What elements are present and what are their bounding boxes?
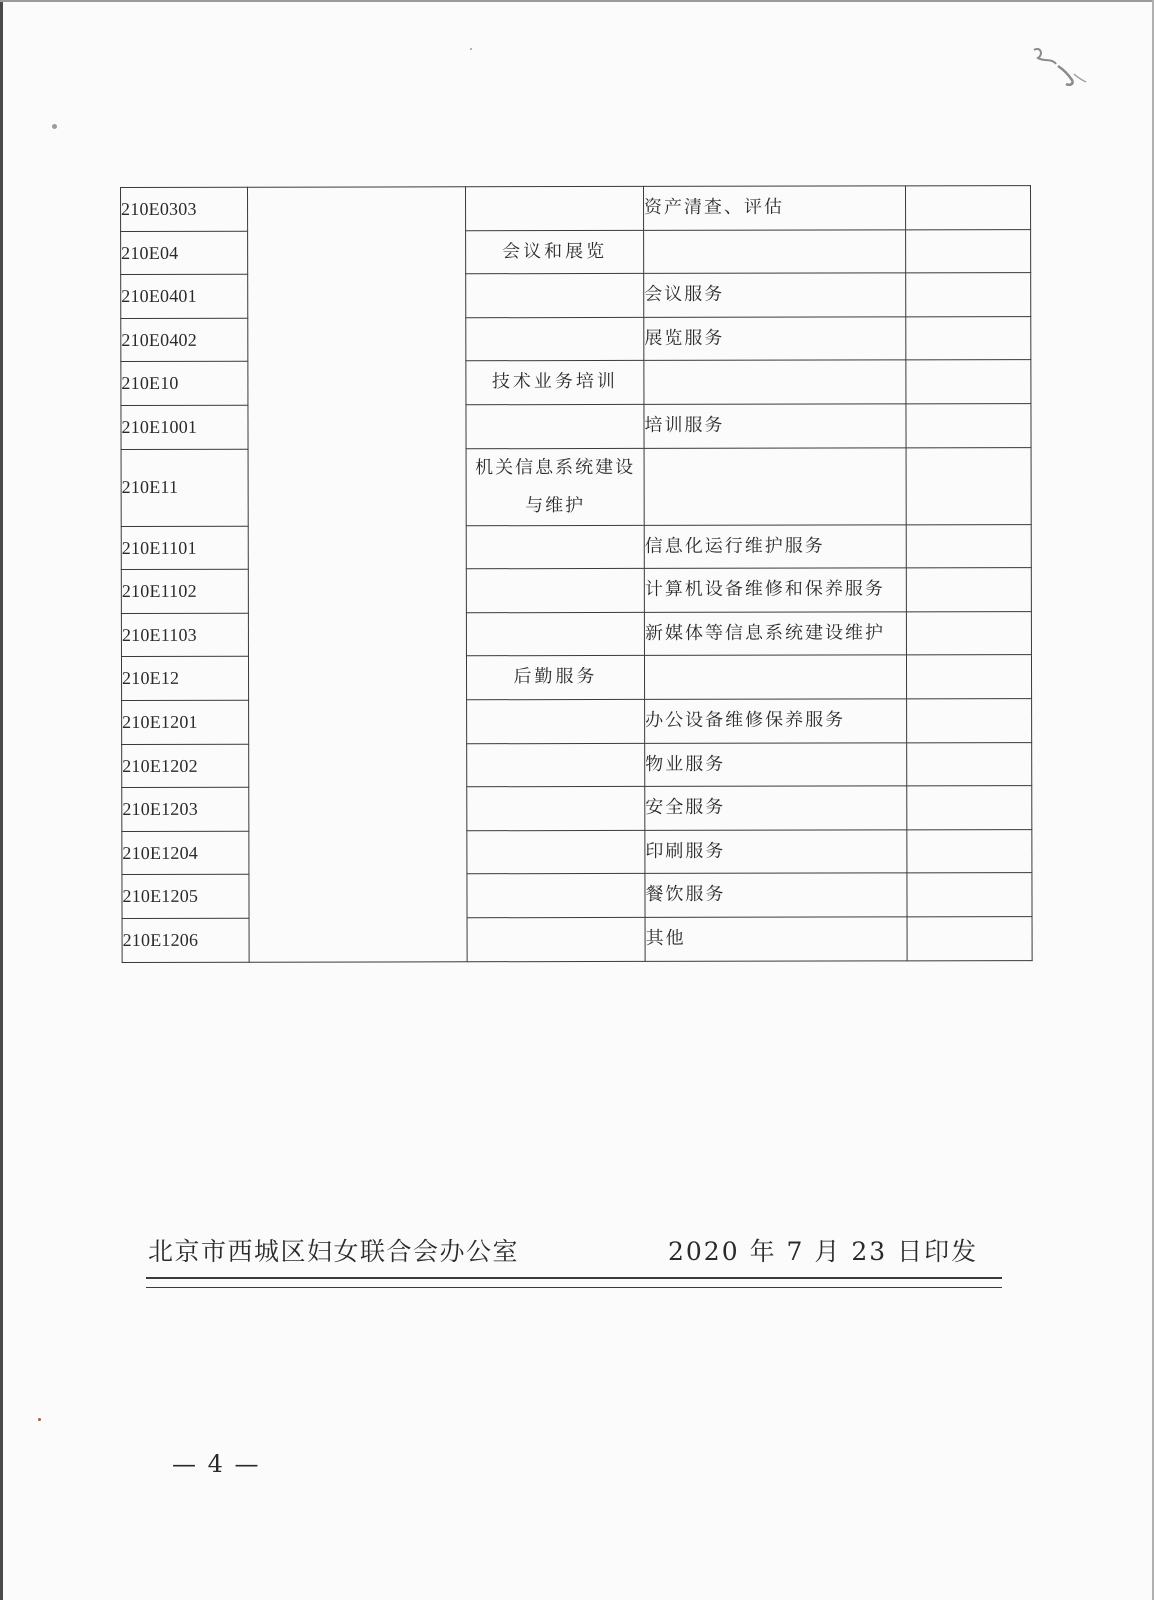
level3-cell: 新媒体等信息系统建设维护 — [644, 612, 906, 656]
level3-cell — [644, 360, 906, 404]
level2-cell — [467, 830, 645, 874]
scan-speck — [52, 124, 57, 129]
level2-cell — [466, 569, 644, 613]
scan-speck — [470, 48, 472, 50]
code-cell: 210E0303 — [121, 187, 248, 231]
code-cell: 210E1204 — [122, 831, 249, 875]
remarks-cell — [906, 360, 1031, 404]
issue-date: 2020 年 7 月 23 日印发 — [668, 1237, 979, 1266]
remarks-cell — [907, 786, 1032, 830]
code-cell: 210E1101 — [121, 526, 248, 570]
level2-cell — [466, 274, 644, 318]
level3-cell: 其他 — [645, 917, 907, 961]
remarks-cell — [906, 611, 1031, 655]
level1-merged-cell — [248, 187, 468, 962]
level2-cell: 机关信息系统建设与维护 — [466, 448, 644, 525]
level2-cell — [467, 743, 645, 787]
scan-edge-top — [0, 0, 1154, 2]
level2-cell — [467, 699, 645, 743]
page-number: — 4 — — [172, 1450, 261, 1478]
level2-cell — [466, 525, 644, 569]
level3-cell: 印刷服务 — [645, 830, 907, 874]
remarks-cell — [906, 655, 1031, 699]
footer-rule-thin — [146, 1287, 1002, 1288]
remarks-cell — [906, 229, 1031, 273]
level3-cell: 安全服务 — [645, 786, 907, 830]
remarks-cell — [906, 447, 1031, 524]
scan-edge-left — [0, 0, 3, 1600]
level3-cell — [644, 447, 906, 525]
remarks-cell — [906, 316, 1031, 360]
code-cell: 210E10 — [121, 362, 248, 406]
level2-cell — [466, 317, 644, 361]
code-cell: 210E1203 — [122, 787, 249, 831]
code-cell: 210E0401 — [121, 274, 248, 318]
level3-cell: 物业服务 — [645, 742, 907, 786]
classification-table-grid — [120, 185, 1033, 962]
level3-cell: 展览服务 — [644, 317, 906, 361]
code-cell: 210E11 — [121, 449, 248, 526]
table-row — [121, 186, 1031, 231]
remarks-cell — [905, 186, 1030, 230]
level2-cell — [467, 874, 645, 918]
level3-cell: 办公设备维修保养服务 — [645, 699, 907, 743]
level3-cell — [644, 229, 906, 273]
remarks-cell — [906, 524, 1031, 568]
level3-cell: 资产清查、评估 — [643, 186, 905, 230]
level2-cell — [466, 186, 644, 230]
level2-cell: 会议和展览 — [466, 230, 644, 274]
level3-cell: 计算机设备维修和保养服务 — [644, 568, 906, 612]
level2-cell: 技术业务培训 — [466, 361, 644, 405]
level3-cell: 餐饮服务 — [645, 873, 907, 917]
classification-table — [120, 185, 1032, 962]
level3-cell: 培训服务 — [644, 404, 906, 448]
level2-cell — [466, 404, 644, 448]
footer-rule-thick — [146, 1277, 1002, 1279]
remarks-cell — [907, 829, 1032, 873]
level3-cell: 信息化运行维护服务 — [644, 524, 906, 568]
code-cell: 210E1202 — [122, 744, 249, 788]
remarks-cell — [906, 404, 1031, 448]
code-cell: 210E1206 — [122, 918, 249, 962]
level2-cell — [467, 787, 645, 831]
level3-cell: 会议服务 — [644, 273, 906, 317]
staple-mark-icon — [1030, 44, 1090, 88]
scan-speck — [38, 1418, 41, 1421]
remarks-cell — [906, 568, 1031, 612]
code-cell: 210E04 — [121, 231, 248, 275]
issuer-name: 北京市西城区妇女联合会办公室 — [148, 1237, 520, 1266]
code-cell: 210E12 — [121, 657, 248, 701]
level2-cell — [466, 612, 644, 656]
remarks-cell — [907, 873, 1032, 917]
remarks-cell — [907, 699, 1032, 743]
code-cell: 210E1102 — [121, 569, 248, 613]
remarks-cell — [906, 273, 1031, 317]
code-cell: 210E1103 — [121, 613, 248, 657]
code-cell: 210E1205 — [122, 875, 249, 919]
level2-cell: 后勤服务 — [466, 656, 644, 700]
code-cell: 210E1001 — [121, 405, 248, 449]
code-cell: 210E1201 — [122, 700, 249, 744]
level2-cell — [467, 917, 645, 961]
code-cell: 210E0402 — [121, 318, 248, 362]
remarks-cell — [907, 742, 1032, 786]
level3-cell — [644, 655, 906, 699]
remarks-cell — [907, 916, 1032, 960]
